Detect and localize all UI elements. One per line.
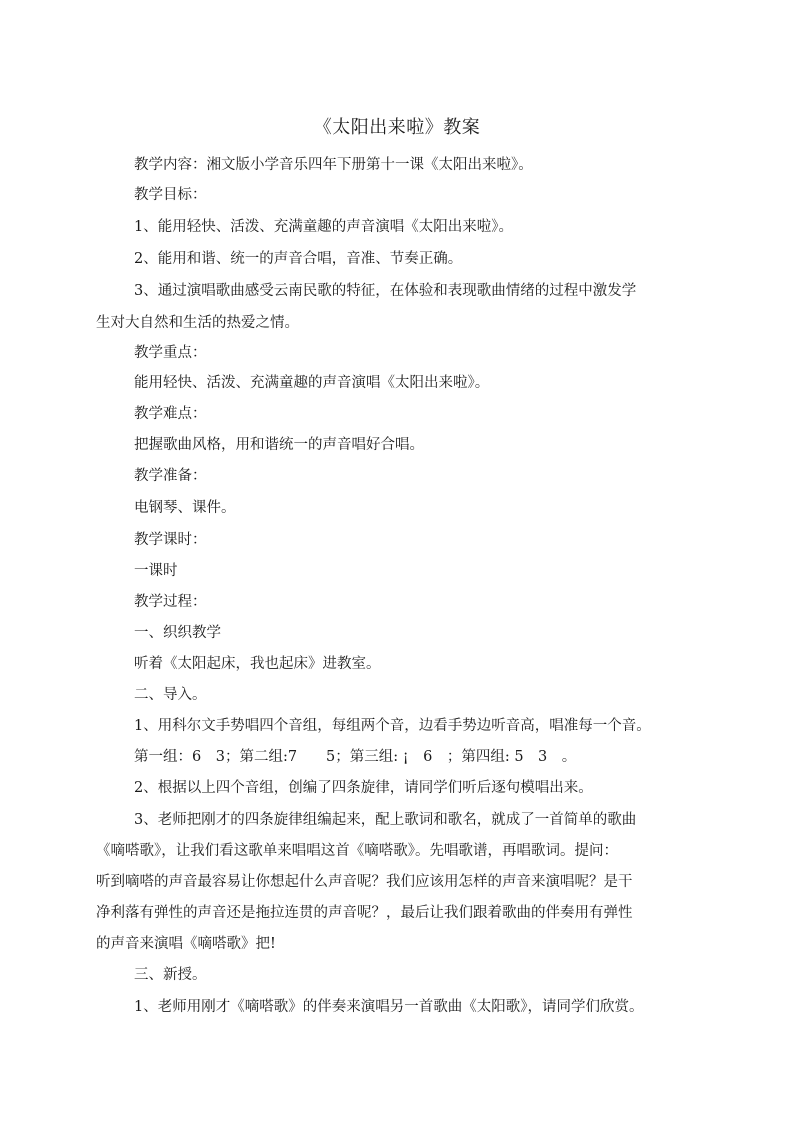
note-groups: 第一组：6 3；第二组:7 5；第三组: ¡ 6 ；第四组: 5 3 。 [134, 749, 577, 765]
new-lesson-step-1: 1、老师用刚才《嘀嗒歌》的伴奏来演唱另一首歌曲《太阳歌》，请同学们欣赏。 [134, 999, 644, 1015]
difficulties-text: 把握歌曲风格，用和谐统一的声音唱好合唱。 [134, 437, 424, 453]
objective-item-3-continued: 生对大自然和生活的热爱之情。 [96, 315, 299, 331]
class-hours-text: 一课时 [134, 563, 178, 579]
introduction-step-3-line-5: 的声音来演唱《嘀嗒歌》把! [96, 936, 276, 952]
heading-process: 教学过程： [134, 594, 207, 610]
section-introduction: 二、导入。 [134, 687, 207, 703]
heading-key-points: 教学重点： [134, 345, 207, 361]
section-organize: 一、织织教学 [134, 625, 221, 641]
objective-item-2: 2、能用和谐、统一的声音合唱，音准、节奏正确。 [134, 251, 463, 267]
introduction-step-3: 3、老师把刚才的四条旋律组编起来，配上歌词和歌名，就成了一首简单的歌曲 [134, 812, 637, 828]
organize-text: 听着《太阳起床，我也起床》进教室。 [134, 656, 381, 672]
heading-teaching-objectives: 教学目标： [134, 187, 207, 203]
paragraph-teaching-content: 教学内容：湘文版小学音乐四年下册第十一课《太阳出来啦》。 [134, 157, 533, 173]
heading-difficulties: 教学难点： [134, 406, 207, 422]
heading-class-hours: 教学课时： [134, 532, 207, 548]
introduction-step-1: 1、用科尔文手势唱四个音组，每组两个音，边看手势边听音高，唱准每一个音。 [134, 718, 651, 734]
heading-preparation: 教学准备： [134, 468, 207, 484]
objective-item-1: 1、能用轻快、活泼、充满童趣的声音演唱《太阳出来啦》。 [134, 219, 513, 235]
key-points-text: 能用轻快、活泼、充满童趣的声音演唱《太阳出来啦》。 [134, 375, 490, 391]
introduction-step-2: 2、根据以上四个音组，创编了四条旋律，请同学们听后逐句模唱出来。 [134, 780, 593, 796]
introduction-step-3-line-2: 《嘀嗒歌》，让我们看这歌单来唱唱这首《嘀嗒歌》。先唱歌谱，再唱歌词。提问： [96, 843, 618, 859]
section-new-lesson: 三、新授。 [134, 967, 207, 983]
objective-item-3: 3、通过演唱歌曲感受云南民歌的特征，在体验和表现歌曲情绪的过程中激发学 [134, 283, 637, 299]
preparation-text: 电钢琴、课件。 [134, 500, 236, 516]
introduction-step-3-line-3: 听到嘀嗒的声音最容易让你想起什么声音呢？我们应该用怎样的声音来演唱呢？是干 [96, 874, 633, 890]
document-title: 《太阳出来啦》教案 [313, 117, 481, 138]
introduction-step-3-line-4: 净利落有弹性的声音还是拖拉连贯的声音呢？，最后让我们跟着歌曲的伴奏用有弹性 [96, 905, 633, 921]
